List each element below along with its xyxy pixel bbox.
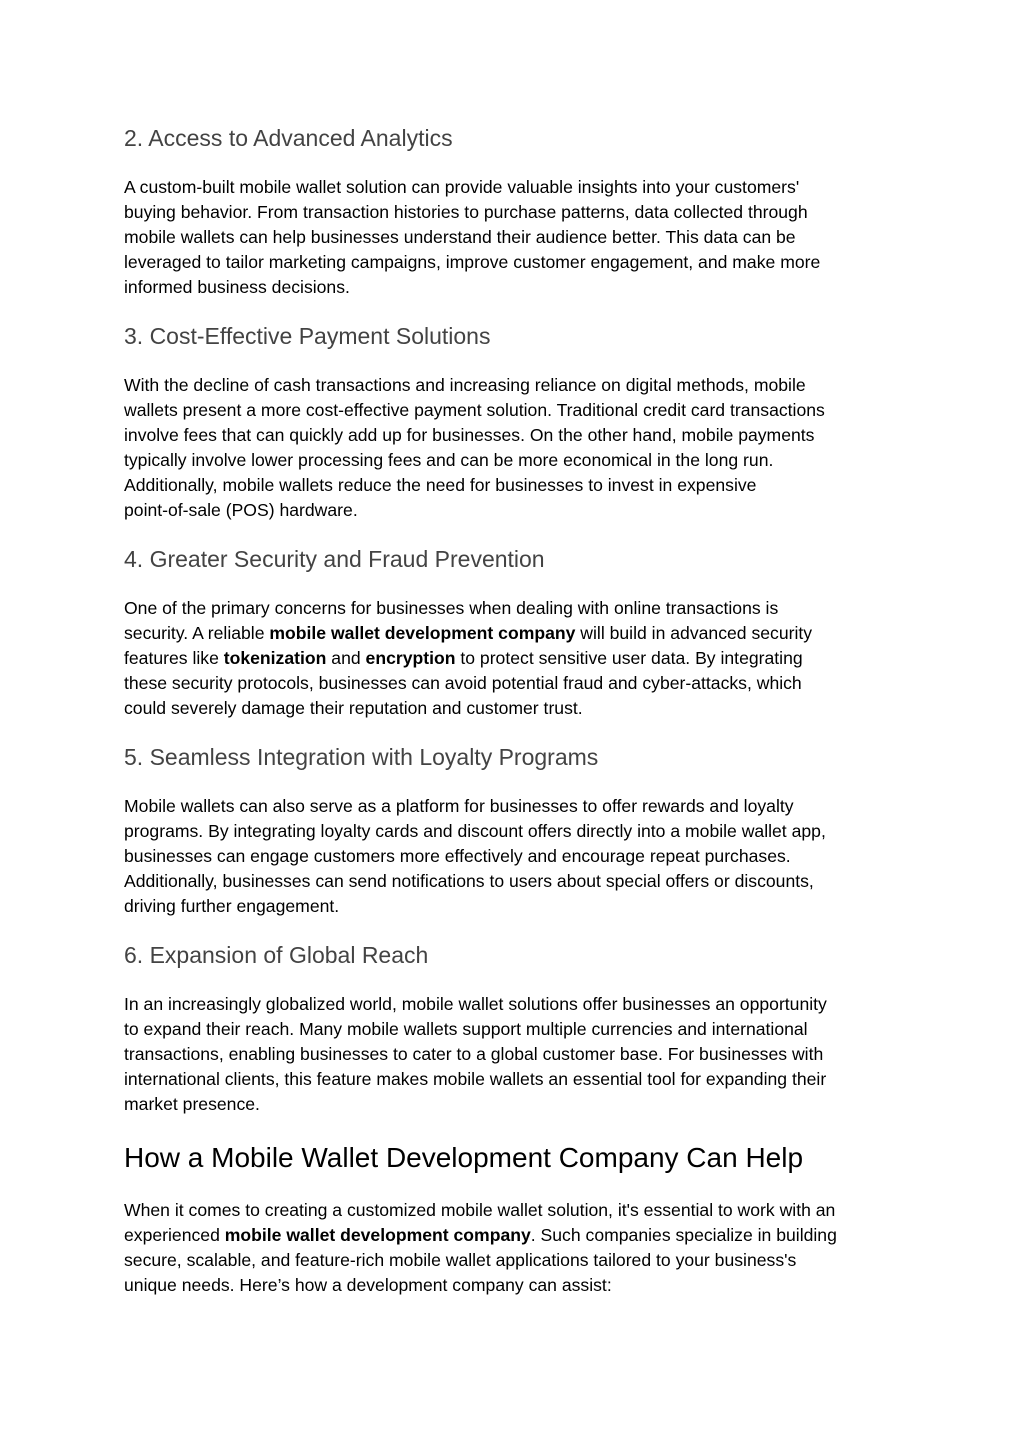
paragraph-line: Additionally, businesses can send notifications to users about special offers or discounts, [124,871,814,891]
section-heading-security: 4. Greater Security and Fraud Prevention [124,546,545,572]
section-paragraph-security [124,596,812,721]
text-run: security. A reliable [124,623,270,643]
paragraph-line: wallets present a more cost-effective payment solution. Traditional credit card transactions [124,400,825,420]
section-paragraph-loyalty [124,794,826,919]
text-run: to protect sensitive user data. By integrating [455,648,803,668]
paragraph-line: driving further engagement. [124,896,340,916]
paragraph-line [124,1223,837,1248]
paragraph-line: international clients, this feature makes mobile wallets an essential tool for expanding their [124,1069,827,1089]
paragraph-line [124,621,812,646]
paragraph-line: businesses can engage customers more effectively and encourage repeat purchases. [124,846,791,866]
paragraph-line: One of the primary concerns for businesses when dealing with online transactions is [124,598,779,618]
paragraph-line: A custom-built mobile wallet solution can provide valuable insights into your customers' [124,177,800,197]
bold-term: mobile wallet development company [269,623,576,643]
paragraph-line: could severely damage their reputation and customer trust. [124,698,583,718]
text-run: . Such companies specialize in building [530,1225,837,1245]
paragraph-line: In an increasingly globalized world, mobile wallet solutions offer businesses an opportunity [124,994,827,1014]
section-paragraph-global-reach [124,992,827,1117]
text-run: and [326,648,366,668]
text-run: will build in advanced security [575,623,813,643]
section-heading-how-company-helps: How a Mobile Wallet Development Company Can Help [124,1142,804,1173]
paragraph-line: unique needs. Here’s how a development company can assist: [124,1275,612,1295]
paragraph-line: involve fees that can quickly add up for businesses. On the other hand, mobile payments [124,425,815,445]
section-heading-analytics: 2. Access to Advanced Analytics [124,125,453,151]
paragraph-line: informed business decisions. [124,277,350,297]
paragraph-line: leveraged to tailor marketing campaigns, improve customer engagement, and make more [124,252,821,272]
section-heading-cost-effective: 3. Cost-Effective Payment Solutions [124,323,491,349]
section-heading-loyalty: 5. Seamless Integration with Loyalty Programs [124,744,599,770]
bold-term: mobile wallet development company [224,1225,531,1245]
paragraph-line: mobile wallets can help businesses understand their audience better. This data can be [124,227,796,247]
paragraph-line: secure, scalable, and feature-rich mobile wallet applications tailored to your business's [124,1250,797,1270]
paragraph-line: market presence. [124,1094,260,1114]
paragraph-line: When it comes to creating a customized mobile wallet solution, it's essential to work with an [124,1200,836,1220]
paragraph-line: With the decline of cash transactions and increasing reliance on digital methods, mobile [124,375,806,395]
section-paragraph-how-company-helps [124,1198,837,1298]
bold-term: encryption [365,648,456,668]
paragraph-line: typically involve lower processing fees and can be more economical in the long run. [124,450,774,470]
paragraph-line: these security protocols, businesses can avoid potential fraud and cyber-attacks, which [124,673,802,693]
text-run: features like [124,648,224,668]
section-paragraph-analytics [124,175,820,300]
paragraph-line: Additionally, mobile wallets reduce the need for businesses to invest in expensive [124,475,757,495]
paragraph-line: point-of-sale (POS) hardware. [124,500,358,520]
bold-term: tokenization [223,648,327,668]
section-heading-global-reach: 6. Expansion of Global Reach [124,942,429,968]
paragraph-line: transactions, enabling businesses to cater to a global customer base. For businesses with [124,1044,824,1064]
paragraph-line [124,646,812,671]
paragraph-line: to expand their reach. Many mobile wallets support multiple currencies and international [124,1019,808,1039]
paragraph-line: Mobile wallets can also serve as a platform for businesses to offer rewards and loyalty [124,796,794,816]
section-paragraph-cost-effective [124,373,825,523]
paragraph-line: buying behavior. From transaction histories to purchase patterns, data collected through [124,202,808,222]
text-run: experienced [124,1225,225,1245]
paragraph-line: programs. By integrating loyalty cards and discount offers directly into a mobile wallet app, [124,821,826,841]
